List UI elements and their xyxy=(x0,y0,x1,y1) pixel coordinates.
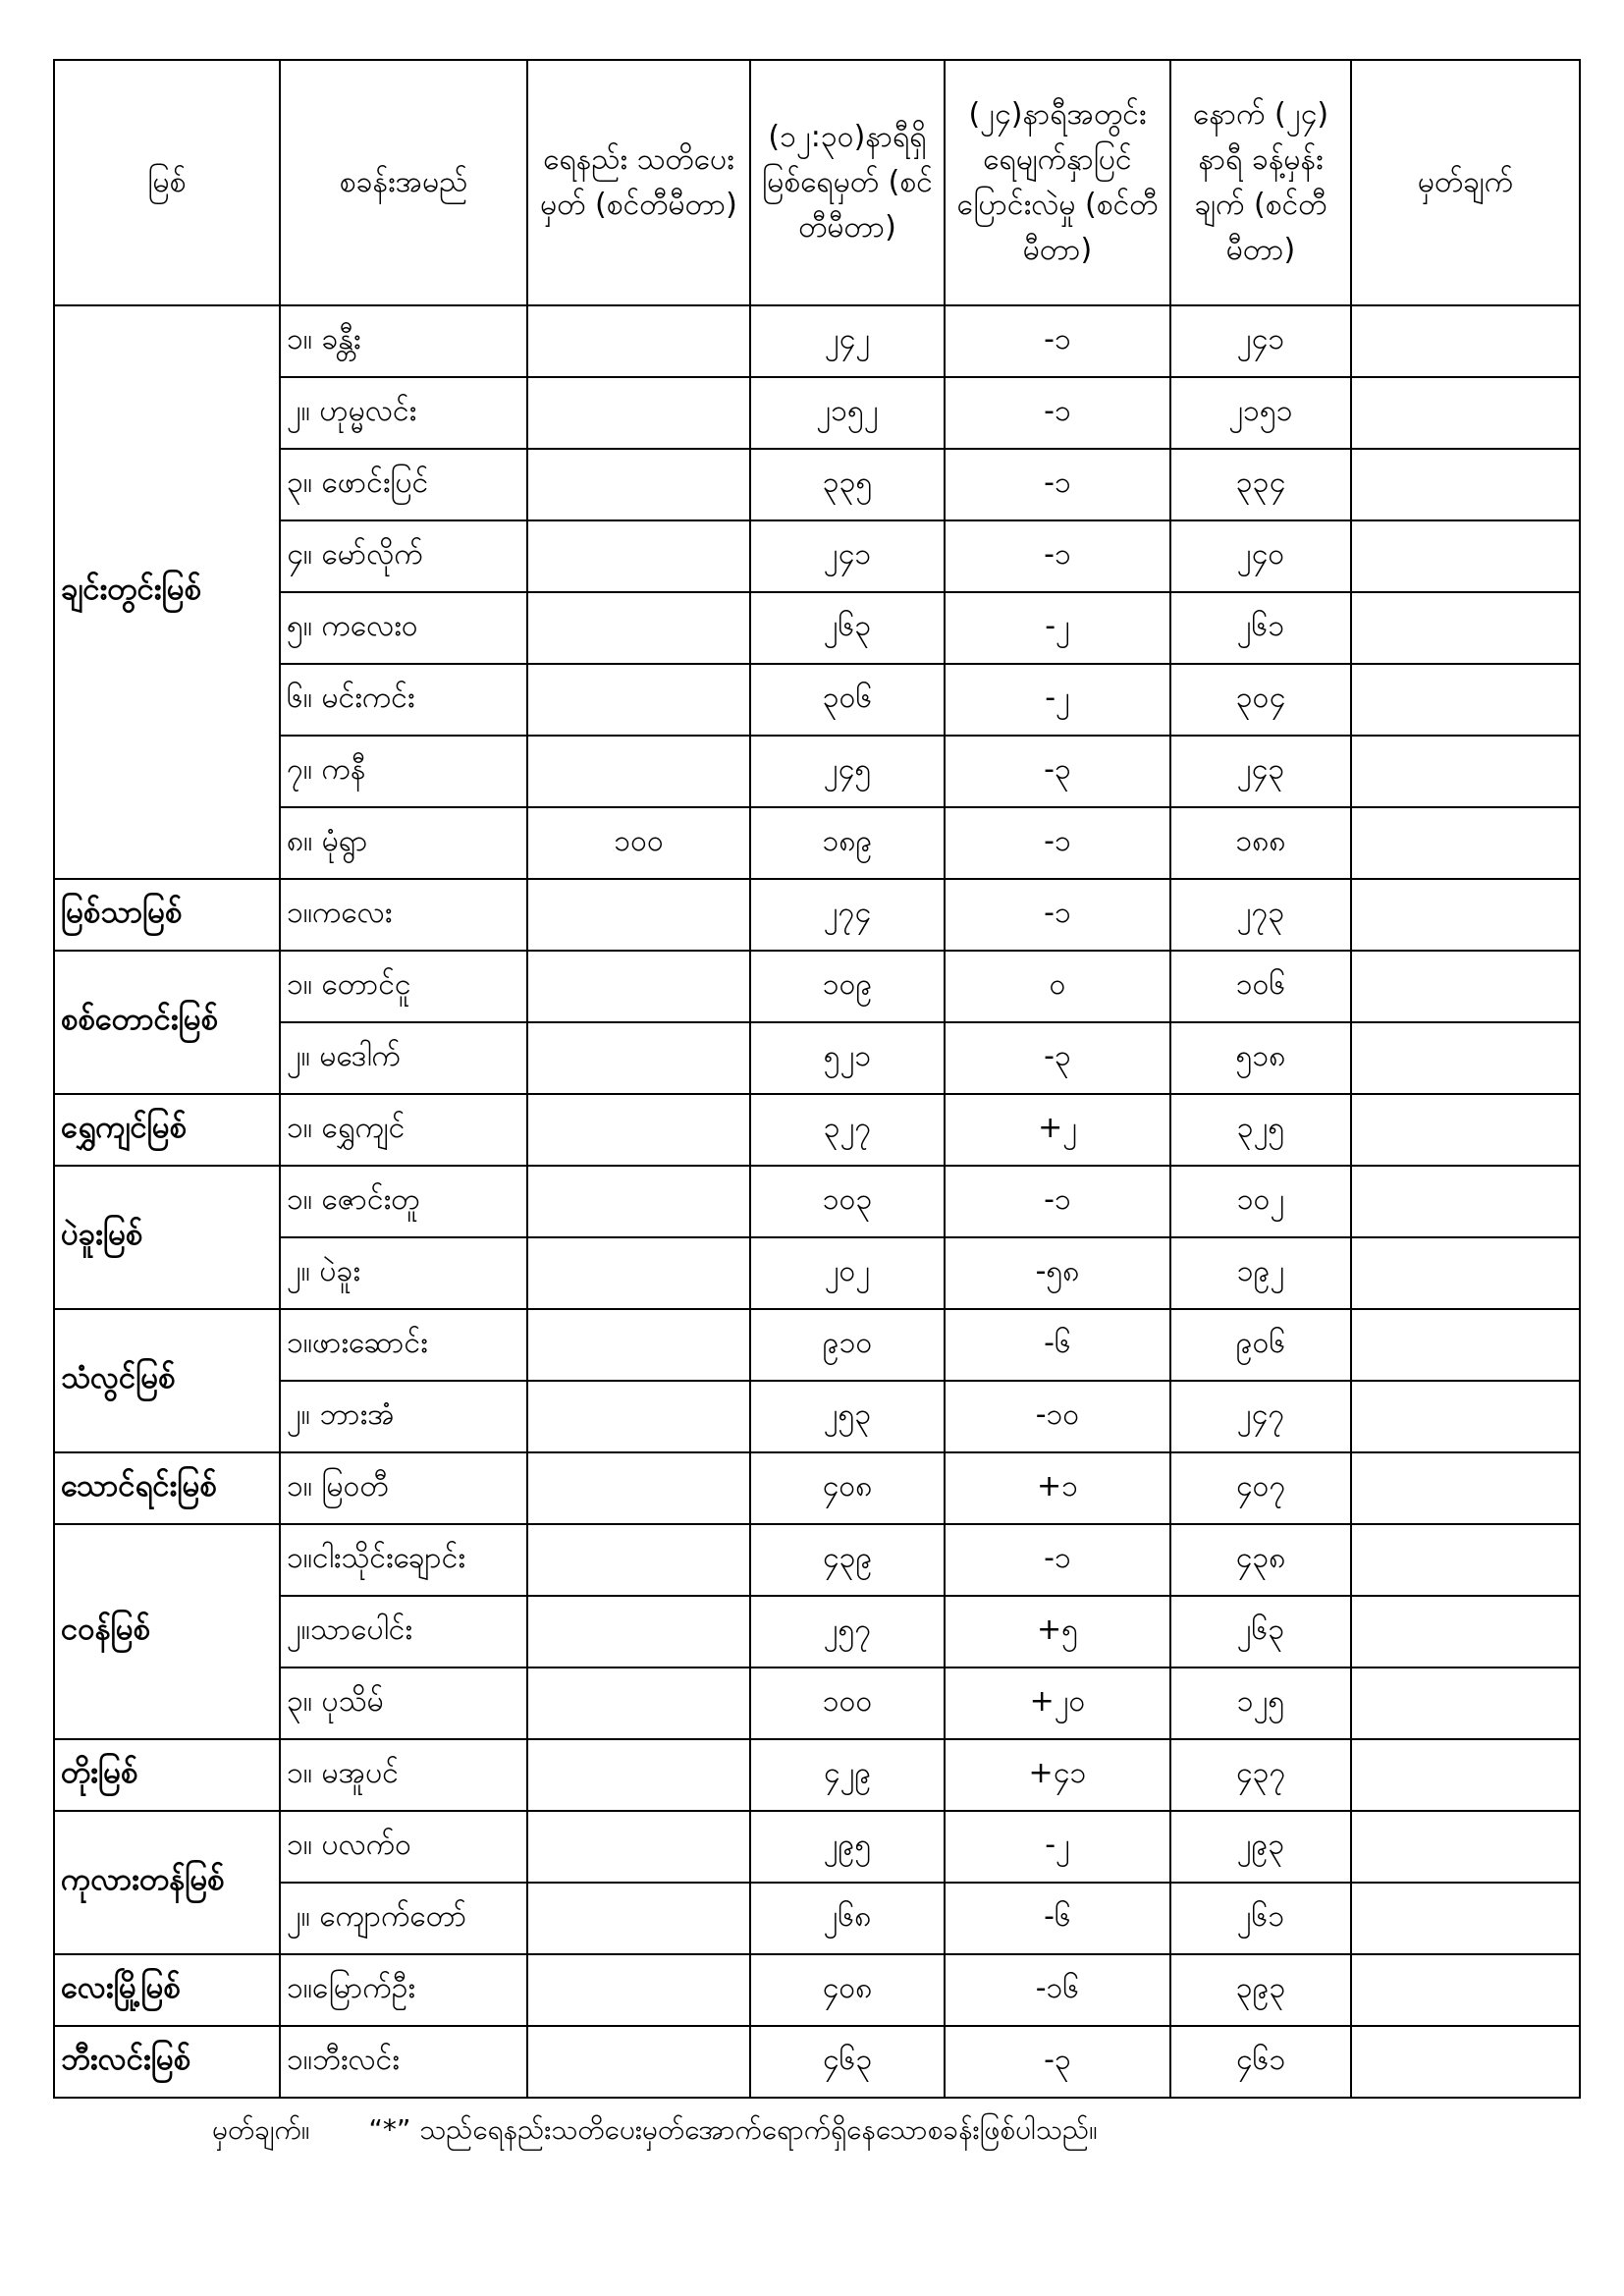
station-cell: ၃။ ပုသိမ် xyxy=(280,1667,527,1739)
forecast-cell: ၄၀၇ xyxy=(1170,1452,1351,1524)
forecast-cell: ၁၀၂ xyxy=(1170,1166,1351,1237)
remarks-cell xyxy=(1351,1381,1580,1452)
danger-level-cell xyxy=(527,1094,750,1166)
station-cell: ၂။ ကျောက်တော် xyxy=(280,1883,527,1954)
station-cell: ၂။ မဒေါက် xyxy=(280,1022,527,1094)
remarks-cell xyxy=(1351,879,1580,951)
remarks-cell xyxy=(1351,2026,1580,2098)
change-cell: -၁ xyxy=(945,807,1170,879)
forecast-cell: ၂၄၃ xyxy=(1170,736,1351,807)
danger-level-cell xyxy=(527,664,750,736)
change-cell: -၅၈ xyxy=(945,1237,1170,1309)
water-level-cell: ၃၀၆ xyxy=(750,664,945,736)
station-cell: ၄။ မော်လိုက် xyxy=(280,520,527,592)
remarks-cell xyxy=(1351,520,1580,592)
danger-level-cell xyxy=(527,449,750,520)
river-name-cell: တိုးမြစ် xyxy=(54,1739,280,1811)
table-row xyxy=(54,664,1580,736)
station-cell: ၂။ ဟုမ္မလင်း xyxy=(280,377,527,449)
station-cell: ၁။ ရွှေကျင် xyxy=(280,1094,527,1166)
forecast-cell: ၂၄၁ xyxy=(1170,305,1351,377)
change-cell: -၁ xyxy=(945,879,1170,951)
table-row xyxy=(54,807,1580,879)
station-cell: ၂။ ပဲခူး xyxy=(280,1237,527,1309)
remarks-cell xyxy=(1351,736,1580,807)
table-row xyxy=(54,1811,1580,1883)
table-row xyxy=(54,1739,1580,1811)
danger-level-cell xyxy=(527,305,750,377)
change-cell: -၁၆ xyxy=(945,1954,1170,2026)
table-row xyxy=(54,2026,1580,2098)
remarks-cell xyxy=(1351,1739,1580,1811)
danger-level-cell xyxy=(527,377,750,449)
danger-level-cell: ၁၀၀ xyxy=(527,807,750,879)
danger-level-cell xyxy=(527,736,750,807)
table-row xyxy=(54,1022,1580,1094)
water-level-cell: ၁၀၃ xyxy=(750,1166,945,1237)
remarks-cell xyxy=(1351,1883,1580,1954)
forecast-cell: ၁၂၅ xyxy=(1170,1667,1351,1739)
header-24h-change: (၂၄)နာရီအတွင်း ရေမျက်နှာပြင် ပြောင်းလဲမှု (စင်တီမီတာ) xyxy=(945,60,1170,305)
water-level-cell: ၂၁၅၂ xyxy=(750,377,945,449)
table-row xyxy=(54,1094,1580,1166)
header-station: စခန်းအမည် xyxy=(280,60,527,305)
forecast-cell: ၂၄၀ xyxy=(1170,520,1351,592)
forecast-cell: ၂၄၇ xyxy=(1170,1381,1351,1452)
change-cell: ၀ xyxy=(945,951,1170,1022)
table-row xyxy=(54,1309,1580,1381)
remarks-cell xyxy=(1351,1237,1580,1309)
change-cell: -၂ xyxy=(945,592,1170,664)
river-name-cell: ဘီးလင်းမြစ် xyxy=(54,2026,280,2098)
forecast-cell: ၄၃၈ xyxy=(1170,1524,1351,1596)
water-level-cell: ၂၅၇ xyxy=(750,1596,945,1667)
water-level-cell: ၉၁၀ xyxy=(750,1309,945,1381)
table-row xyxy=(54,951,1580,1022)
change-cell: -၂ xyxy=(945,1811,1170,1883)
change-cell: +၄၁ xyxy=(945,1739,1170,1811)
river-name-cell: ရွှေကျင်မြစ် xyxy=(54,1094,280,1166)
forecast-cell: ၂၉၃ xyxy=(1170,1811,1351,1883)
water-level-cell: ၄၃၉ xyxy=(750,1524,945,1596)
change-cell: +၂၀ xyxy=(945,1667,1170,1739)
station-cell: ၁။ကလေး xyxy=(280,879,527,951)
river-name-cell: ပဲခူးမြစ် xyxy=(54,1166,280,1309)
water-level-cell: ၄၂၉ xyxy=(750,1739,945,1811)
water-level-cell: ၄၆၃ xyxy=(750,2026,945,2098)
danger-level-cell xyxy=(527,1452,750,1524)
forecast-cell: ၃၀၄ xyxy=(1170,664,1351,736)
header-forecast: နောက် (၂၄) နာရီ ခန့်မှန်းချက် (စင်တီမီတာ) xyxy=(1170,60,1351,305)
change-cell: +၁ xyxy=(945,1452,1170,1524)
danger-level-cell xyxy=(527,951,750,1022)
water-level-cell: ၂၆၃ xyxy=(750,592,945,664)
table-row xyxy=(54,449,1580,520)
river-water-level-table xyxy=(53,59,1581,2099)
river-name-cell: ငဝန်မြစ် xyxy=(54,1524,280,1739)
danger-level-cell xyxy=(527,1237,750,1309)
remarks-cell xyxy=(1351,1524,1580,1596)
change-cell: -၁ xyxy=(945,305,1170,377)
table-row xyxy=(54,879,1580,951)
forecast-cell: ၃၃၄ xyxy=(1170,449,1351,520)
change-cell: +၅ xyxy=(945,1596,1170,1667)
change-cell: -၁ xyxy=(945,377,1170,449)
water-level-cell: ၂၆၈ xyxy=(750,1883,945,1954)
station-cell: ၅။ ကလေးဝ xyxy=(280,592,527,664)
forecast-cell: ၂၆၁ xyxy=(1170,592,1351,664)
table-row xyxy=(54,1596,1580,1667)
header-water-level: (၁၂:၃၀)နာရီရှိ မြစ်ရေမှတ် (စင်တီမီတာ) xyxy=(750,60,945,305)
water-level-cell: ၃၃၅ xyxy=(750,449,945,520)
remarks-cell xyxy=(1351,377,1580,449)
station-cell: ၁။ ဇောင်းတူ xyxy=(280,1166,527,1237)
forecast-cell: ၁၉၂ xyxy=(1170,1237,1351,1309)
river-name-cell: မြစ်သာမြစ် xyxy=(54,879,280,951)
table-row xyxy=(54,1166,1580,1237)
danger-level-cell xyxy=(527,1309,750,1381)
remarks-cell xyxy=(1351,807,1580,879)
river-name-cell: သောင်ရင်းမြစ် xyxy=(54,1452,280,1524)
table-row xyxy=(54,592,1580,664)
river-name-cell: လေးမြို့မြစ် xyxy=(54,1954,280,2026)
water-level-cell: ၂၄၁ xyxy=(750,520,945,592)
change-cell: -၃ xyxy=(945,1022,1170,1094)
danger-level-cell xyxy=(527,2026,750,2098)
table-row xyxy=(54,1237,1580,1309)
station-cell: ၈။ မုံရွာ xyxy=(280,807,527,879)
danger-level-cell xyxy=(527,1811,750,1883)
remarks-cell xyxy=(1351,1022,1580,1094)
change-cell: -၁ xyxy=(945,1524,1170,1596)
table-row xyxy=(54,1883,1580,1954)
water-level-cell: ၄၀၈ xyxy=(750,1452,945,1524)
forecast-cell: ၂၇၃ xyxy=(1170,879,1351,951)
station-cell: ၁။ မအူပင် xyxy=(280,1739,527,1811)
change-cell: -၁ xyxy=(945,1166,1170,1237)
table-row xyxy=(54,1667,1580,1739)
forecast-cell: ၄၃၇ xyxy=(1170,1739,1351,1811)
change-cell: -၃ xyxy=(945,736,1170,807)
station-cell: ၂။ ဘားအံ xyxy=(280,1381,527,1452)
remarks-cell xyxy=(1351,1811,1580,1883)
danger-level-cell xyxy=(527,1022,750,1094)
danger-level-cell xyxy=(527,1883,750,1954)
station-cell: ၁။ဖားဆောင်း xyxy=(280,1309,527,1381)
forecast-cell: ၉၀၆ xyxy=(1170,1309,1351,1381)
danger-level-cell xyxy=(527,879,750,951)
forecast-cell: ၁၈၈ xyxy=(1170,807,1351,879)
header-remarks: မှတ်ချက် xyxy=(1351,60,1580,305)
station-cell: ၁။မြောက်ဦး xyxy=(280,1954,527,2026)
station-cell: ၁။ မြဝတီ xyxy=(280,1452,527,1524)
remarks-cell xyxy=(1351,1667,1580,1739)
table-row xyxy=(54,1381,1580,1452)
station-cell: ၁။ငါးသိုင်းချောင်း xyxy=(280,1524,527,1596)
danger-level-cell xyxy=(527,1166,750,1237)
change-cell: -၁ xyxy=(945,520,1170,592)
table-row xyxy=(54,520,1580,592)
remarks-cell xyxy=(1351,664,1580,736)
remarks-cell xyxy=(1351,1094,1580,1166)
station-cell: ၁။ ပလက်ဝ xyxy=(280,1811,527,1883)
remarks-cell xyxy=(1351,1309,1580,1381)
remarks-cell xyxy=(1351,1596,1580,1667)
river-name-cell: သံလွင်မြစ် xyxy=(54,1309,280,1452)
forecast-cell: ၅၁၈ xyxy=(1170,1022,1351,1094)
danger-level-cell xyxy=(527,1954,750,2026)
water-level-cell: ၂၄၂ xyxy=(750,305,945,377)
forecast-cell: ၄၆၁ xyxy=(1170,2026,1351,2098)
water-level-cell: ၂၅၃ xyxy=(750,1381,945,1452)
danger-level-cell xyxy=(527,1739,750,1811)
danger-level-cell xyxy=(527,1667,750,1739)
table-row xyxy=(54,1954,1580,2026)
remarks-cell xyxy=(1351,1452,1580,1524)
remarks-cell xyxy=(1351,592,1580,664)
change-cell: -၃ xyxy=(945,2026,1170,2098)
forecast-cell: ၃၉၃ xyxy=(1170,1954,1351,2026)
station-cell: ၇။ ကနီ xyxy=(280,736,527,807)
danger-level-cell xyxy=(527,1524,750,1596)
table-row xyxy=(54,377,1580,449)
table-row xyxy=(54,736,1580,807)
table-row xyxy=(54,1524,1580,1596)
change-cell: -၁၀ xyxy=(945,1381,1170,1452)
water-level-cell: ၄၀၈ xyxy=(750,1954,945,2026)
forecast-cell: ၁၀၆ xyxy=(1170,951,1351,1022)
remarks-cell xyxy=(1351,449,1580,520)
water-level-cell: ၂၄၅ xyxy=(750,736,945,807)
river-name-cell: ချင်းတွင်းမြစ် xyxy=(54,305,280,879)
danger-level-cell xyxy=(527,592,750,664)
river-name-cell: ကုလားတန်မြစ် xyxy=(54,1811,280,1954)
forecast-cell: ၂၆၁ xyxy=(1170,1883,1351,1954)
footnote-text: “*” သည်ရေနည်းသတိပေးမှတ်အောက်ရောက်ရှိနေသောစခန်းဖြစ်ပါသည်။ xyxy=(368,2113,1098,2146)
change-cell: -၆ xyxy=(945,1309,1170,1381)
station-cell: ၆။ မင်းကင်း xyxy=(280,664,527,736)
water-level-cell: ၅၂၁ xyxy=(750,1022,945,1094)
danger-level-cell xyxy=(527,1596,750,1667)
station-cell: ၁။ တောင်ငူ xyxy=(280,951,527,1022)
water-level-cell: ၂၉၅ xyxy=(750,1811,945,1883)
danger-level-cell xyxy=(527,520,750,592)
table-body xyxy=(54,305,1580,2098)
change-cell: -၆ xyxy=(945,1883,1170,1954)
water-level-cell: ၃၂၇ xyxy=(750,1094,945,1166)
remarks-cell xyxy=(1351,1954,1580,2026)
water-level-cell: ၁၀၀ xyxy=(750,1667,945,1739)
change-cell: -၂ xyxy=(945,664,1170,736)
table-row xyxy=(54,305,1580,377)
remarks-cell xyxy=(1351,305,1580,377)
footnote-label: မှတ်ချက်။ xyxy=(212,2113,310,2146)
station-cell: ၁။ဘီးလင်း xyxy=(280,2026,527,2098)
water-level-cell: ၂၇၄ xyxy=(750,879,945,951)
water-level-cell: ၁၈၉ xyxy=(750,807,945,879)
change-cell: -၁ xyxy=(945,449,1170,520)
header-row xyxy=(54,60,1580,305)
remarks-cell xyxy=(1351,951,1580,1022)
table-row xyxy=(54,1452,1580,1524)
station-cell: ၁။ ခန္တီး xyxy=(280,305,527,377)
danger-level-cell xyxy=(527,1381,750,1452)
forecast-cell: ၂၆၃ xyxy=(1170,1596,1351,1667)
station-cell: ၃။ ဖောင်းပြင် xyxy=(280,449,527,520)
header-danger-level: ရေနည်း သတိပေးမှတ် (စင်တီမီတာ) xyxy=(527,60,750,305)
footnote xyxy=(212,2111,1098,2153)
remarks-cell xyxy=(1351,1166,1580,1237)
water-level-cell: ၂၀၂ xyxy=(750,1237,945,1309)
forecast-cell: ၂၁၅၁ xyxy=(1170,377,1351,449)
water-level-cell: ၁၀၉ xyxy=(750,951,945,1022)
change-cell: +၂ xyxy=(945,1094,1170,1166)
river-name-cell: စစ်တောင်းမြစ် xyxy=(54,951,280,1094)
forecast-cell: ၃၂၅ xyxy=(1170,1094,1351,1166)
station-cell: ၂။သာပေါင်း xyxy=(280,1596,527,1667)
header-river: မြစ် xyxy=(54,60,280,305)
